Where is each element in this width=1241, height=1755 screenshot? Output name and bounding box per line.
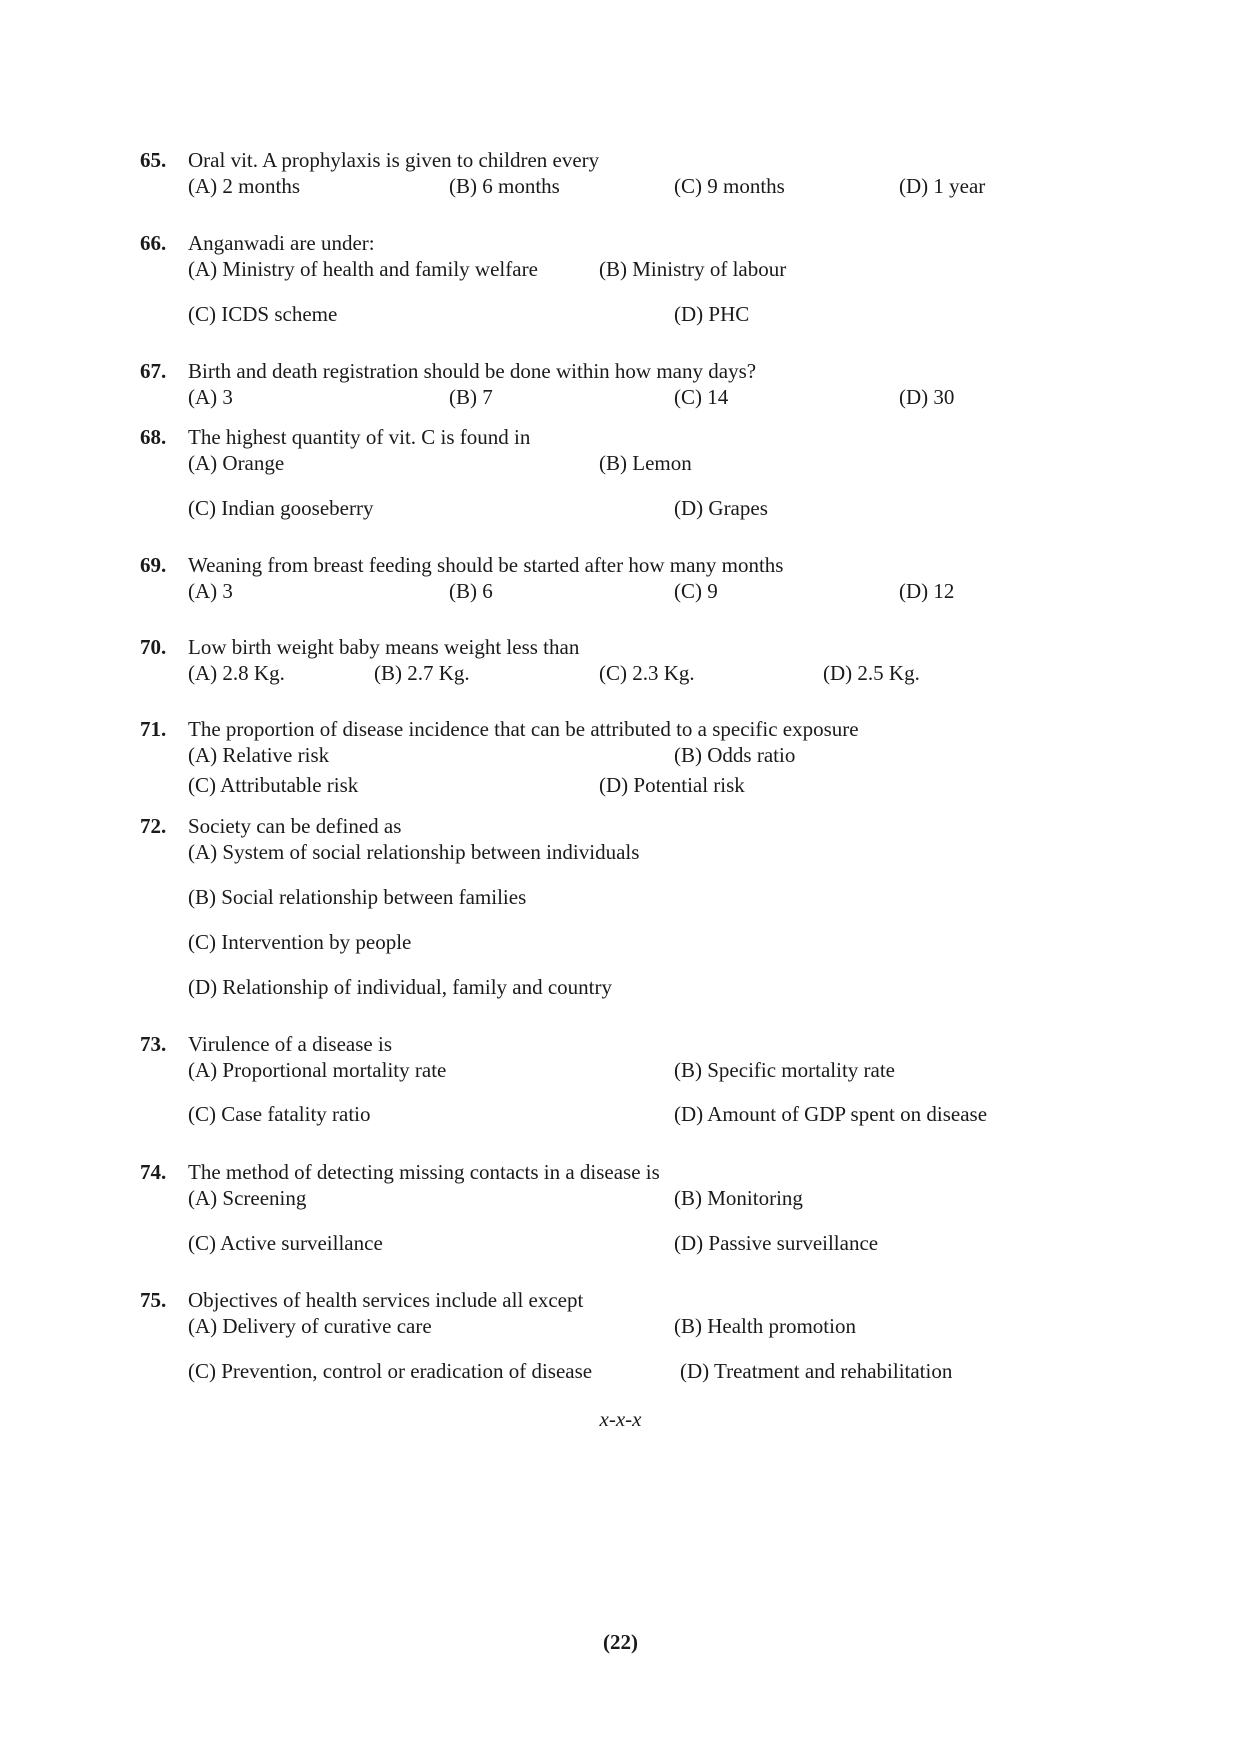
question-number: 75. xyxy=(140,1288,167,1312)
question-text: Society can be defined as xyxy=(188,814,402,838)
question-number: 72. xyxy=(140,814,167,838)
option-d: (D) Potential risk xyxy=(599,773,745,797)
option-a: (A) Ministry of health and family welfare xyxy=(188,257,538,281)
question-number: 69. xyxy=(140,553,167,577)
question-number: 68. xyxy=(140,425,167,449)
option-a: (A) 3 xyxy=(188,385,233,409)
question-text: The highest quantity of vit. C is found in xyxy=(188,425,531,449)
question-text: Anganwadi are under: xyxy=(188,231,375,255)
option-c: (C) Prevention, control or eradication of disease xyxy=(188,1359,593,1383)
option-d: (D) Relationship of individual, family and country xyxy=(188,975,612,999)
option-c: (C) Indian gooseberry xyxy=(188,496,374,520)
question-text: Weaning from breast feeding should be started after how many months xyxy=(188,553,784,577)
option-d: (D) 30 xyxy=(899,385,955,409)
option-b: (B) Lemon xyxy=(599,451,692,475)
option-c: (C) 9 months xyxy=(674,174,785,198)
question-text: Oral vit. A prophylaxis is given to children every xyxy=(188,148,600,172)
option-b: (B) Monitoring xyxy=(674,1186,803,1210)
option-c: (C) Attributable risk xyxy=(188,773,359,797)
option-d: (D) 12 xyxy=(899,579,955,603)
question-text: Low birth weight baby means weight less than xyxy=(188,635,580,659)
option-d: (D) Passive surveillance xyxy=(674,1231,879,1255)
option-b: (B) Social relationship between families xyxy=(188,885,527,909)
option-c: (C) Case fatality ratio xyxy=(188,1102,371,1126)
question-text: The proportion of disease incidence that can be attributed to a specific exposure xyxy=(188,717,859,741)
question-number: 70. xyxy=(140,635,167,659)
question-number: 67. xyxy=(140,359,167,383)
option-b: (B) 7 xyxy=(449,385,493,409)
option-d: (D) Grapes xyxy=(674,496,768,520)
option-a: (A) 2 months xyxy=(188,174,300,198)
option-b: (B) Specific mortality rate xyxy=(674,1058,896,1082)
option-a: (A) System of social relationship between individuals xyxy=(188,840,640,864)
question-text: The method of detecting missing contacts in a disease is xyxy=(188,1160,660,1184)
option-d: (D) 1 year xyxy=(899,174,986,198)
option-a: (A) Proportional mortality rate xyxy=(188,1058,447,1082)
option-b: (B) Health promotion xyxy=(674,1314,856,1338)
end-mark: x-x-x xyxy=(599,1407,642,1431)
option-c: (C) Active surveillance xyxy=(188,1231,383,1255)
option-a: (A) Screening xyxy=(188,1186,307,1210)
option-d: (D) Treatment and rehabilitation xyxy=(680,1359,953,1383)
option-b: (B) Ministry of labour xyxy=(599,257,787,281)
option-b: (B) 6 months xyxy=(449,174,560,198)
option-a: (A) Relative risk xyxy=(188,743,330,767)
option-b: (B) 2.7 Kg. xyxy=(374,661,470,685)
option-a: (A) Delivery of curative care xyxy=(188,1314,432,1338)
option-d: (D) Amount of GDP spent on disease xyxy=(674,1102,988,1126)
option-a: (A) 3 xyxy=(188,579,233,603)
option-d: (D) PHC xyxy=(674,302,750,326)
question-number: 71. xyxy=(140,717,167,741)
question-number: 73. xyxy=(140,1032,167,1056)
option-a: (A) Orange xyxy=(188,451,285,475)
question-number: 74. xyxy=(140,1160,167,1184)
question-number: 65. xyxy=(140,148,167,172)
option-b: (B) Odds ratio xyxy=(674,743,796,767)
question-text: Birth and death registration should be done within how many days? xyxy=(188,359,757,383)
option-c: (C) 9 xyxy=(674,579,718,603)
option-c: (C) 2.3 Kg. xyxy=(599,661,695,685)
option-b: (B) 6 xyxy=(449,579,493,603)
question-number: 66. xyxy=(140,231,167,255)
option-c: (C) ICDS scheme xyxy=(188,302,338,326)
page-number: (22) xyxy=(603,1630,638,1654)
option-c: (C) 14 xyxy=(674,385,729,409)
question-text: Virulence of a disease is xyxy=(188,1032,392,1056)
option-c: (C) Intervention by people xyxy=(188,930,412,954)
option-a: (A) 2.8 Kg. xyxy=(188,661,285,685)
question-text: Objectives of health services include all except xyxy=(188,1288,584,1312)
option-d: (D) 2.5 Kg. xyxy=(823,661,920,685)
